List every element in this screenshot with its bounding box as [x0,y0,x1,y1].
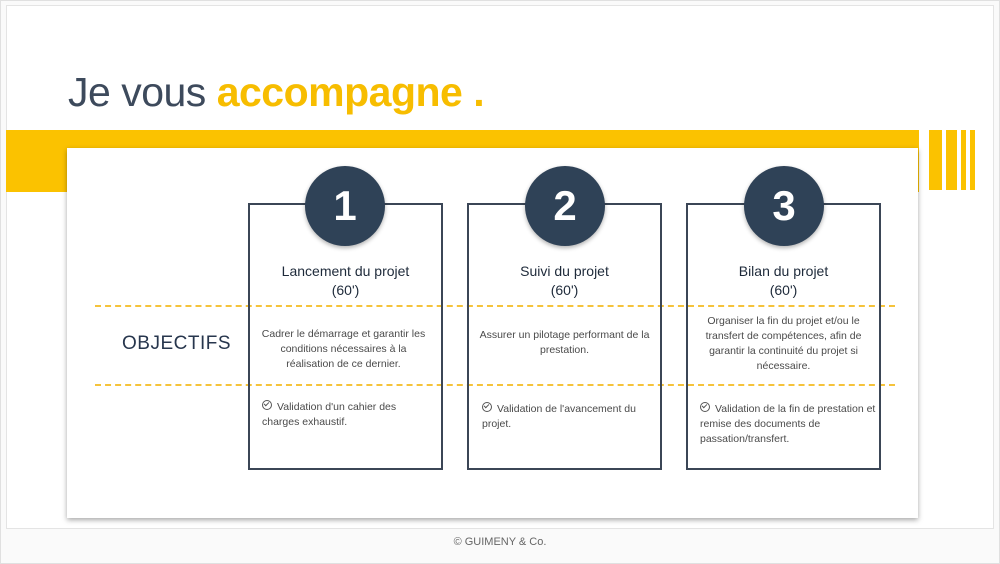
step-duration: (60') [331,282,360,298]
step-title-text: Lancement du projet [281,263,410,279]
accent-bar [970,130,975,190]
step-result-3 [700,402,876,447]
step-result-1 [262,400,434,430]
step-number-3: 3 [744,166,824,246]
step-title-text: Bilan du projet [738,263,829,279]
step-title-1 [248,262,443,300]
step-result-text: Validation d'un cahier des charges exhaustif. [262,401,397,428]
step-objective-2: Assurer un pilotage performant de la prestation. [479,329,650,356]
step-objective-3: Organiser la fin du projet et/ou le transfert de compétences, afin de garantir la continuité du projet si nécessaire. [705,315,862,372]
step-title-2 [467,262,662,300]
check-circle-icon [262,400,272,410]
step-duration: (60') [769,282,798,298]
step-number-2: 2 [525,166,605,246]
step-number-1: 1 [305,166,385,246]
step-duration: (60') [550,282,579,298]
row-label-objectifs: OBJECTIFS [122,333,232,354]
title-accent: accompagne . [216,69,485,115]
footer-copyright: © GUIMENY & Co. [453,536,547,548]
step-title-text: Suivi du projet [520,263,609,279]
check-circle-icon [482,402,492,412]
step-title-3 [686,262,881,300]
step-result-text: Validation de la fin de prestation et remise des documents de passation/transfert. [700,403,876,445]
slide-title [68,68,484,116]
check-circle-icon [700,402,710,412]
step-objective-1: Cadrer le démarrage et garantir les conditions nécessaires à la réalisation de ce dernier. [261,328,426,370]
step-result-text: Validation de l'avancement du projet. [482,403,636,430]
accent-bar [929,130,942,190]
accent-bar [946,130,957,190]
accent-bar [961,130,966,190]
step-result-2 [482,402,652,432]
title-light: Je vous [68,69,217,115]
